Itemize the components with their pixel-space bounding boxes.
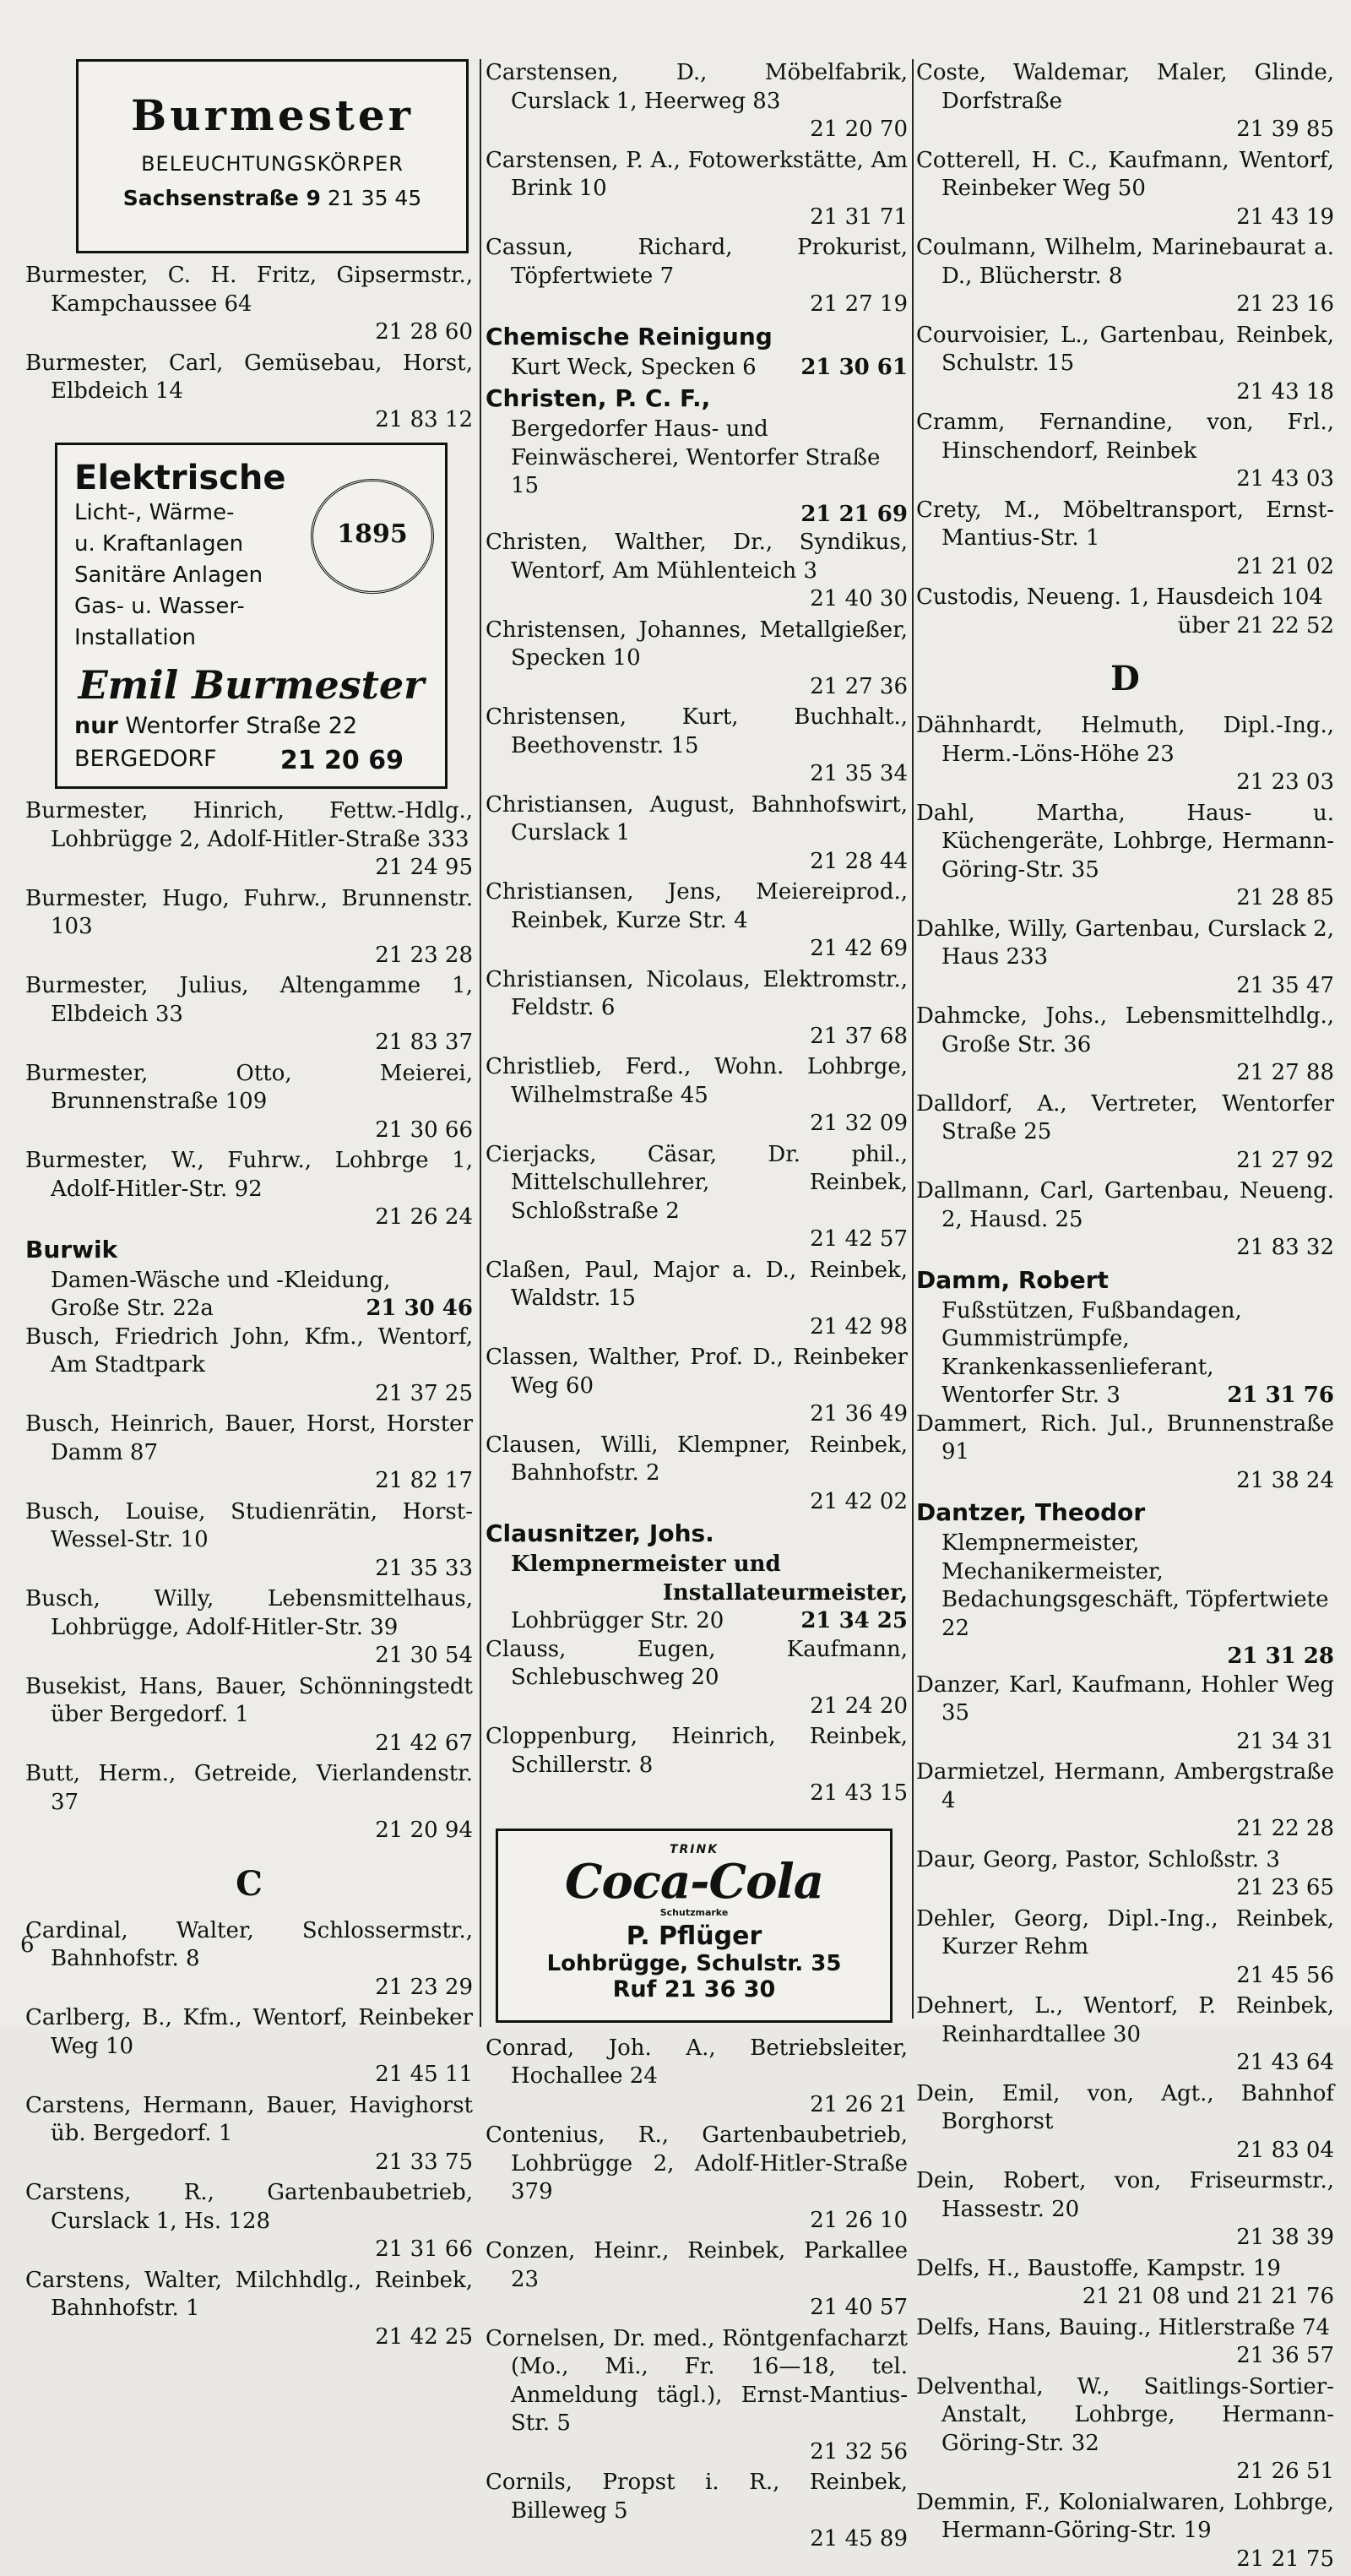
directory-entry xyxy=(486,2325,908,2467)
entry-phone: 21 42 57 xyxy=(810,1226,908,1252)
directory-entry xyxy=(916,147,1334,232)
entry-text: Dalldorf, A., Vertreter, Wentorfer Straße 25 xyxy=(916,1090,1334,1144)
chem-phone: 21 30 61 xyxy=(800,354,908,380)
burwik-phone: 21 30 46 xyxy=(366,1296,473,1321)
damm-phone: 21 31 76 xyxy=(1227,1383,1334,1408)
entry-phone: 21 24 20 xyxy=(810,1693,908,1719)
burwik-entry xyxy=(25,1235,473,1323)
entry-phone: 21 23 65 xyxy=(1236,1875,1334,1900)
ad-service-line: u. Kraftanlagen xyxy=(74,531,244,557)
directory-entry xyxy=(916,1846,1334,1903)
directory-entry xyxy=(486,59,908,144)
entry-phone: 21 42 25 xyxy=(375,2323,473,2350)
directory-entry xyxy=(25,885,473,970)
damm-line: Gummistrümpfe, xyxy=(941,1326,1130,1351)
directory-entry xyxy=(486,878,908,964)
entry-phone: 21 39 85 xyxy=(1236,117,1334,142)
entry-phone: 21 35 34 xyxy=(810,761,908,786)
directory-entry xyxy=(25,1147,473,1232)
ad-town-line xyxy=(74,746,404,775)
directory-entry xyxy=(916,2314,1334,2371)
column-1 xyxy=(25,59,473,2354)
directory-entry xyxy=(916,2080,1334,2166)
directory-entry xyxy=(916,1177,1334,1263)
entry-text: Delventhal, W., Saitlings-Sortier-Anstalt, Lohbrge, Hermann-Göring-Str. 32 xyxy=(916,2373,1334,2456)
entry-phone: 21 43 03 xyxy=(1236,466,1334,492)
ad-contact xyxy=(79,186,466,210)
entry-phone: 21 42 67 xyxy=(375,1730,473,1756)
directory-entry xyxy=(486,704,908,789)
ad-town: BERGEDORF xyxy=(74,746,217,772)
entry-text: Delfs, Hans, Bauing., Hitlerstraße 74 xyxy=(916,2314,1331,2340)
entry-phone: 21 36 57 xyxy=(1236,2343,1334,2368)
ad-address: Sachsenstraße 9 xyxy=(122,186,321,210)
burwik-name: Burwik xyxy=(25,1235,118,1264)
entry-phone: 21 28 85 xyxy=(1236,885,1334,910)
directory-entry xyxy=(916,234,1334,319)
ad-service-line: Gas- u. Wasser-Installation xyxy=(74,594,245,650)
ad-service-line: Licht-, Wärme- xyxy=(74,500,235,525)
entry-phone: 21 45 56 xyxy=(1236,1962,1334,1988)
entry-text: Dein, Robert, von, Friseurmstr., Hassestr. 20 xyxy=(916,2168,1334,2222)
entry-phone: 21 23 16 xyxy=(1236,291,1334,317)
directory-entry xyxy=(25,1917,473,2003)
entry-phone: 21 21 02 xyxy=(1236,553,1334,579)
entry-phone: 21 38 24 xyxy=(1236,1467,1334,1493)
entry-phone: über 21 22 52 xyxy=(1177,612,1334,639)
christen-line: Bergedorfer Haus- und Feinwäscherei, Wentorfer Straße 15 xyxy=(511,416,881,498)
entry-text: Coste, Waldemar, Maler, Glinde, Dorfstraße xyxy=(916,60,1334,114)
entry-phone: 21 38 39 xyxy=(1236,2225,1334,2250)
entry-text: Dehler, Georg, Dipl.-Ing., Reinbek, Kurzer Rehm xyxy=(916,1905,1334,1959)
directory-entry xyxy=(916,497,1334,582)
column-divider xyxy=(912,59,914,2019)
directory-entry xyxy=(916,1905,1334,1991)
entry-text: Dehnert, L., Wentorf, P. Reinbek, Reinhardtallee 30 xyxy=(916,1993,1334,2047)
directory-entry xyxy=(25,1060,473,1145)
entry-text: Demmin, F., Kolonialwaren, Lohbrge, Hermann-Göring-Str. 19 xyxy=(916,2489,1334,2543)
entry-phone: 21 32 09 xyxy=(810,1111,908,1136)
damm-last-line xyxy=(916,1382,1334,1410)
entry-text: Dahl, Martha, Haus- u. Küchengeräte, Lohbrge, Hermann-Göring-Str. 35 xyxy=(916,800,1334,883)
entry-phone: 21 26 21 xyxy=(810,2091,908,2117)
entry-text: Custodis, Neueng. 1, Hausdeich 104 xyxy=(916,584,1323,610)
entry-phone: 21 27 88 xyxy=(1236,1060,1334,1085)
directory-entry xyxy=(25,1410,473,1496)
directory-entry xyxy=(916,712,1334,797)
entry-text: Carstensen, P. A., Fotowerkstätte, Am Brink 10 xyxy=(486,147,908,201)
entry-text: Claßen, Paul, Major a. D., Reinbek, Waldstr. 15 xyxy=(486,1257,908,1311)
directory-entry xyxy=(916,1003,1334,1088)
ad-trink: TRINK xyxy=(669,1842,719,1856)
entry-text: Cramm, Fernandine, von, Frl., Hinschendorf, Reinbek xyxy=(916,410,1334,464)
clausnitzer-line2: Installateurmeister, xyxy=(662,1579,908,1606)
entry-text: Carlberg, B., Kfm., Wentorf, Reinbeker Weg 10 xyxy=(25,2005,473,2059)
directory-entry xyxy=(486,2237,908,2323)
entry-text: Conzen, Heinr., Reinbek, Parkallee 23 xyxy=(486,2238,908,2292)
entry-phone: 21 83 04 xyxy=(1236,2137,1334,2163)
ad-phone: 21 35 45 xyxy=(327,186,422,210)
ad-address-prefix: nur xyxy=(74,713,118,739)
entry-phone: 21 24 95 xyxy=(375,855,473,880)
entry-text: Burmester, Hugo, Fuhrw., Brunnenstr. 103 xyxy=(25,885,473,939)
ad-name: Burmester xyxy=(130,90,415,140)
entry-text: Coulmann, Wilhelm, Marinebaurat a. D., Blücherstr. 8 xyxy=(916,235,1334,289)
directory-entry xyxy=(25,1585,473,1671)
directory-entry xyxy=(486,529,908,614)
directory-entry xyxy=(916,1410,1334,1496)
entry-text: Burmester, Julius, Altengamme 1, Elbdeich 33 xyxy=(25,973,473,1027)
entry-text: Clauss, Eugen, Kaufmann, Schlebuschweg 20 xyxy=(486,1636,908,1690)
entry-text: Busch, Friedrich John, Kfm., Wentorf, Am Stadtpark xyxy=(25,1323,473,1378)
directory-entry xyxy=(486,1053,908,1139)
directory-entry xyxy=(916,322,1334,407)
entry-phone: 21 42 69 xyxy=(810,936,908,961)
entry-phone: 21 28 60 xyxy=(375,319,473,345)
entry-text: Dahlke, Willy, Gartenbau, Curslack 2, Haus 233 xyxy=(916,916,1334,970)
directory-entry xyxy=(25,2092,473,2177)
entry-phone: 21 31 66 xyxy=(375,2236,473,2262)
directory-entry xyxy=(486,1344,908,1429)
clausnitzer-line3 xyxy=(486,1607,908,1636)
christen-name: Christen, P. C. F., xyxy=(486,384,711,412)
entry-phone: 21 32 56 xyxy=(810,2438,908,2465)
damm-line: Krankenkassenlieferant, xyxy=(941,1354,1214,1380)
christen-entry xyxy=(486,383,908,529)
directory-entry xyxy=(916,1992,1334,2078)
entry-phone: 21 35 33 xyxy=(375,1555,473,1581)
entry-text: Butt, Herm., Getreide, Vierlandenstr. 37 xyxy=(25,1761,473,1815)
entry-text: Carstensen, D., Möbelfabrik, Curslack 1, Heerweg 83 xyxy=(486,60,908,114)
entry-text: Cloppenburg, Heinrich, Reinbek, Schillerstr. 8 xyxy=(486,1724,908,1778)
entry-phone: 21 21 75 xyxy=(1236,2546,1334,2572)
entry-text: Conrad, Joh. A., Betriebsleiter, Hochallee 24 xyxy=(486,2035,908,2089)
burwik-line1: Damen-Wäsche und -Kleidung, xyxy=(51,1267,391,1293)
entry-phone: 21 27 36 xyxy=(810,673,908,699)
entry-text: Dallmann, Carl, Gartenbau, Neueng. 2, Hausd. 25 xyxy=(916,1178,1334,1232)
directory-entry xyxy=(916,2373,1334,2486)
directory-entry xyxy=(916,409,1334,494)
entry-phone: 21 43 64 xyxy=(1236,2050,1334,2075)
directory-entry xyxy=(486,791,908,877)
entry-text: Christiansen, August, Bahnhofswirt, Curslack 1 xyxy=(486,791,908,845)
entry-text: Cassun, Richard, Prokurist, Töpfertwiete 7 xyxy=(486,235,908,289)
chem-line xyxy=(486,354,908,383)
entry-text: Delfs, H., Baustoffe, Kampstr. 19 xyxy=(916,2255,1281,2281)
entry-text: Crety, M., Möbeltransport, Ernst-Mantius-Str. 1 xyxy=(916,497,1334,551)
entry-text: Cardinal, Walter, Schlossermstr., Bahnhofstr. 8 xyxy=(25,1917,473,1971)
directory-entry xyxy=(486,1141,908,1254)
entry-phone: 21 26 51 xyxy=(1236,2459,1334,2484)
entry-phone: 21 37 68 xyxy=(810,1023,908,1049)
entry-text: Dammert, Rich. Jul., Brunnenstraße 91 xyxy=(916,1410,1334,1465)
entry-text: Carstens, Hermann, Bauer, Havighorst üb. Bergedorf. 1 xyxy=(25,2092,473,2146)
entry-text: Cornelsen, Dr. med., Röntgenfacharzt (Mo., Mi., Fr. 16—18, tel. Anmeldung tägl.), Ernst-Mantius-Str. 5 xyxy=(486,2325,908,2436)
directory-entry xyxy=(25,2179,473,2264)
clausnitzer-phone: 21 34 25 xyxy=(800,1608,908,1633)
entry-phone: 21 37 25 xyxy=(375,1380,473,1406)
entry-phone: 21 23 29 xyxy=(375,1974,473,2000)
ad-tagline: BELEUCHTUNGSKÖRPER xyxy=(141,152,404,176)
entry-text: Darmietzel, Hermann, Ambergstraße 4 xyxy=(916,1759,1334,1813)
emil-burmester-ad xyxy=(55,443,448,789)
entry-phone: 21 27 92 xyxy=(1236,1147,1334,1173)
page-number: 6 xyxy=(20,1932,35,1958)
ad-address: Lohbrügge, Schulstr. 35 xyxy=(546,1950,842,1976)
ad-phone: 21 36 30 xyxy=(664,1975,776,2003)
entry-phone: 21 30 66 xyxy=(375,1117,473,1143)
entry-text: Danzer, Karl, Kaufmann, Hohler Weg 35 xyxy=(916,1671,1334,1725)
section-letter-c: C xyxy=(236,1863,263,1904)
entry-text: Classen, Walther, Prof. D., Reinbeker Weg 60 xyxy=(486,1345,908,1399)
entry-text: Burmester, Otto, Meierei, Brunnenstraße 109 xyxy=(25,1060,473,1114)
entry-text: Cotterell, H. C., Kaufmann, Wentorf, Reinbeker Weg 50 xyxy=(916,147,1334,201)
seal-year: 1895 xyxy=(337,519,408,549)
section-letter-d: D xyxy=(1110,659,1140,698)
coca-cola-ad xyxy=(496,1829,893,2023)
entry-phone: 21 26 10 xyxy=(810,2207,908,2233)
chemische-reinigung-entry xyxy=(486,322,908,383)
entry-phone: 21 27 19 xyxy=(810,291,908,317)
directory-entry xyxy=(25,2004,473,2090)
entry-text: Cierjacks, Cäsar, Dr. phil., Mittelschullehrer, Reinbek, Schloßstraße 2 xyxy=(486,1141,908,1224)
entry-phone: 21 45 11 xyxy=(375,2062,473,2087)
entry-text: Daur, Georg, Pastor, Schloßstr. 3 xyxy=(916,1846,1280,1872)
column-divider xyxy=(480,59,481,2027)
entry-phone: 21 30 54 xyxy=(375,1643,473,1668)
ad-headline: Elektrische xyxy=(74,459,286,497)
column-2 xyxy=(486,59,908,2557)
entry-phone: 21 20 70 xyxy=(810,117,908,142)
entry-phone: 21 45 89 xyxy=(810,2526,908,2552)
entry-text: Busch, Willy, Lebensmittelhaus, Lohbrügge, Adolf-Hitler-Str. 39 xyxy=(25,1586,473,1640)
directory-entry xyxy=(916,1671,1334,1757)
entry-phone: 21 83 32 xyxy=(1236,1235,1334,1260)
directory-entry xyxy=(916,1758,1334,1844)
directory-entry xyxy=(486,966,908,1052)
entry-phone: 21 26 24 xyxy=(375,1204,473,1230)
entry-phone: 21 40 30 xyxy=(810,586,908,611)
entry-phone: 21 36 49 xyxy=(810,1401,908,1427)
directory-entry xyxy=(916,59,1334,144)
entry-phone: 21 83 37 xyxy=(375,1030,473,1055)
directory-entry xyxy=(916,1090,1334,1176)
entry-phone: 21 21 08 und 21 21 76 xyxy=(1082,2284,1334,2309)
entry-text: Burmester, W., Fuhrw., Lohbrge 1, Adolf-Hitler-Str. 92 xyxy=(25,1148,473,1202)
entry-phone: 21 23 03 xyxy=(1236,769,1334,795)
directory-entry xyxy=(25,1323,473,1409)
dantzer-phone: 21 31 28 xyxy=(1227,1644,1334,1669)
directory-entry xyxy=(486,2122,908,2235)
directory-entry xyxy=(916,916,1334,1001)
entry-phone: 21 40 57 xyxy=(810,2295,908,2320)
ad-address-line xyxy=(74,713,428,739)
entry-phone: 21 83 12 xyxy=(375,406,473,432)
entry-phone: 21 20 94 xyxy=(375,1818,473,1843)
entry-text: Christen, Walther, Dr., Syndikus, Wentorf, Am Mühlenteich 3 xyxy=(486,530,908,584)
ad-phone-label: Ruf xyxy=(612,1975,657,2003)
directory-entry xyxy=(486,2035,908,2120)
directory-entry xyxy=(916,2255,1334,2312)
entry-phone: 21 82 17 xyxy=(375,1468,473,1493)
entry-phone: 21 23 28 xyxy=(375,942,473,968)
directory-entry xyxy=(25,797,473,883)
dantzer-name: Dantzer, Theodor xyxy=(916,1498,1146,1526)
damm-entry xyxy=(916,1265,1334,1410)
christen-phone: 21 21 69 xyxy=(800,501,908,527)
clausnitzer-line1: Klempnermeister und xyxy=(511,1552,781,1577)
directory-entry xyxy=(486,617,908,702)
dantzer-line: Klempnermeister, Mechanikermeister, Bedachungsgeschäft, Töpfertwiete 22 xyxy=(941,1530,1329,1641)
directory-entry xyxy=(486,2469,908,2554)
directory-entry xyxy=(25,262,473,347)
directory-entry xyxy=(486,1432,908,1517)
entry-text: Dähnhardt, Helmuth, Dipl.-Ing., Herm.-Löns-Höhe 23 xyxy=(916,713,1334,767)
seal-1895 xyxy=(311,479,434,594)
entry-text: Busch, Louise, Studienrätin, Horst-Wessel-Str. 10 xyxy=(25,1498,473,1552)
entry-phone: 21 43 18 xyxy=(1236,378,1334,405)
entry-text: Courvoisier, L., Gartenbau, Reinbek, Schulstr. 15 xyxy=(916,322,1334,376)
directory-entry xyxy=(486,1723,908,1808)
clausnitzer-entry xyxy=(486,1519,908,1636)
burwik-address: Große Str. 22a xyxy=(51,1296,214,1321)
clausnitzer-name: Clausnitzer, Johs. xyxy=(486,1519,714,1547)
entry-text: Carstens, Walter, Milchhdlg., Reinbek, Bahnhofstr. 1 xyxy=(25,2267,473,2321)
entry-text: Dein, Emil, von, Agt., Bahnhof Borghorst xyxy=(916,2080,1334,2134)
directory-entry xyxy=(486,147,908,232)
entry-phone: 21 34 31 xyxy=(1236,1728,1334,1754)
entry-text: Christensen, Kurt, Buchhalt., Beethovenstr. 15 xyxy=(486,704,908,758)
directory-entry xyxy=(916,2489,1334,2574)
entry-phone: 21 33 75 xyxy=(375,2149,473,2175)
chem-name: Chemische Reinigung xyxy=(486,322,773,351)
entry-phone: 21 22 28 xyxy=(1236,1816,1334,1841)
entry-text: Busch, Heinrich, Bauer, Horst, Horster Damm 87 xyxy=(25,1411,473,1465)
entry-text: Carstens, R., Gartenbaubetrieb, Curslack 1, Hs. 128 xyxy=(25,2180,473,2234)
clausnitzer-address: Lohbrügger Str. 20 xyxy=(511,1608,724,1633)
directory-entry xyxy=(25,1760,473,1845)
entry-text: Busekist, Hans, Bauer, Schönningstedt über Bergedorf. 1 xyxy=(25,1673,473,1727)
entry-phone: 21 43 15 xyxy=(810,1780,908,1806)
entry-text: Contenius, R., Gartenbaubetrieb, Lohbrügge 2, Adolf-Hitler-Straße 379 xyxy=(486,2122,908,2204)
directory-entry xyxy=(916,584,1334,640)
ad-name: P. Pflüger xyxy=(626,1921,762,1951)
damm-address: Wentorfer Str. 3 xyxy=(941,1383,1120,1408)
directory-entry xyxy=(25,2267,473,2352)
damm-line: Fußstützen, Fußbandagen, xyxy=(941,1297,1242,1323)
entry-text: Christlieb, Ferd., Wohn. Lohbrge, Wilhelmstraße 45 xyxy=(486,1054,908,1108)
directory-entry xyxy=(25,972,473,1057)
directory-entry xyxy=(916,800,1334,913)
entry-text: Burmester, Carl, Gemüsebau, Horst, Elbdeich 14 xyxy=(25,350,473,404)
column-3 xyxy=(916,59,1334,2576)
entry-phone: 21 42 98 xyxy=(810,1313,908,1340)
entry-text: Dahmcke, Johs., Lebensmittelhdlg., Große Str. 36 xyxy=(916,1003,1334,1057)
directory-entry xyxy=(916,2167,1334,2253)
entry-text: Clausen, Willi, Klempner, Reinbek, Bahnhofstr. 2 xyxy=(486,1432,908,1486)
directory-entry xyxy=(25,1673,473,1758)
ad-name-script: Emil Burmester xyxy=(78,662,425,708)
directory-entry xyxy=(486,1636,908,1721)
entry-text: Burmester, C. H. Fritz, Gipsermstr., Kampchaussee 64 xyxy=(25,263,473,317)
ad-services xyxy=(74,497,294,654)
burwik-line2 xyxy=(25,1295,473,1323)
ad-phone: 21 20 69 xyxy=(279,746,404,775)
directory-entry xyxy=(486,234,908,319)
entry-text: Cornils, Propst i. R., Reinbek, Billeweg 5 xyxy=(486,2470,908,2524)
entry-text: Christensen, Johannes, Metallgießer, Specken 10 xyxy=(486,617,908,671)
entry-phone: 21 35 47 xyxy=(1236,972,1334,998)
entry-text: Christiansen, Jens, Meiereiprod., Reinbek, Kurze Str. 4 xyxy=(486,879,908,933)
chem-address: Kurt Weck, Specken 6 xyxy=(511,354,757,380)
entry-text: Christiansen, Nicolaus, Elektromstr., Feldstr. 6 xyxy=(486,966,908,1020)
ad-schutzmarke: Schutzmarke xyxy=(659,1906,729,1918)
entry-text: Burmester, Hinrich, Fettw.-Hdlg., Lohbrügge 2, Adolf-Hitler-Straße 333 xyxy=(25,798,473,852)
entry-phone: 21 42 02 xyxy=(810,1488,908,1514)
ad-phone-line xyxy=(498,1976,890,2003)
entry-phone: 21 31 71 xyxy=(810,204,908,230)
damm-name: Damm, Robert xyxy=(916,1265,1109,1294)
dantzer-entry xyxy=(916,1497,1334,1671)
ad-address: Wentorfer Straße 22 xyxy=(125,713,358,739)
directory-entry xyxy=(486,1257,908,1342)
burmester-lighting-ad xyxy=(76,59,469,253)
directory-entry xyxy=(25,350,473,435)
entry-phone: 21 28 44 xyxy=(810,848,908,874)
directory-entry xyxy=(25,1498,473,1584)
ad-service-line: Sanitäre Anlagen xyxy=(74,562,263,588)
coca-cola-logo: Coca-Cola xyxy=(564,1853,824,1910)
entry-phone: 21 43 19 xyxy=(1236,204,1334,230)
